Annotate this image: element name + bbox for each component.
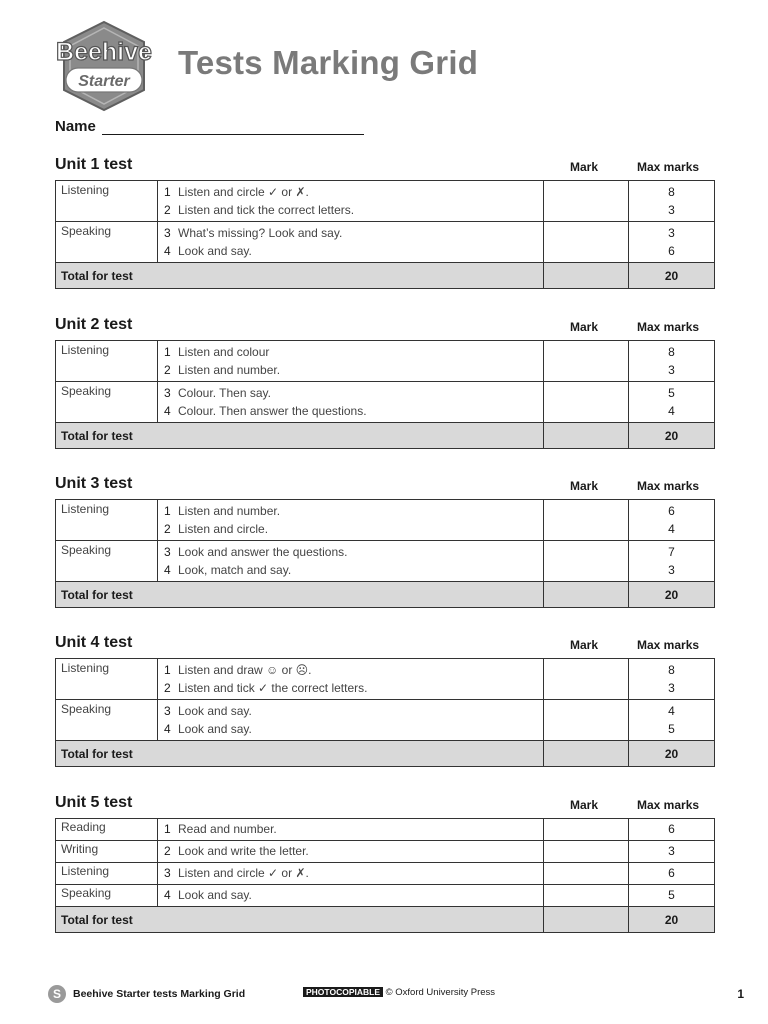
max-marks-cell xyxy=(629,885,715,907)
mark-entry-cell[interactable] xyxy=(544,819,629,841)
max-mark-value: 8 xyxy=(668,663,675,677)
table-row xyxy=(56,341,715,382)
name-label: Name xyxy=(55,118,96,135)
total-label: Total for test xyxy=(56,907,544,933)
max-marks-column-header: Max marks xyxy=(637,479,700,493)
max-mark-value: 8 xyxy=(668,345,675,359)
task-number: 3 xyxy=(164,704,171,718)
skill-cell: Speaking xyxy=(56,222,158,263)
page-title: Tests Marking Grid xyxy=(178,44,479,81)
task-item xyxy=(164,702,543,720)
skill-cell: Listening xyxy=(56,341,158,382)
task-number: 4 xyxy=(164,244,171,258)
task-item xyxy=(164,183,543,201)
max-marks-cell xyxy=(629,841,715,863)
total-row xyxy=(56,423,715,449)
task-number: 3 xyxy=(164,545,171,559)
task-text: Look and say. xyxy=(178,244,252,258)
task-item xyxy=(164,864,543,882)
total-row xyxy=(56,263,715,289)
task-text: Listen and number. xyxy=(178,504,281,518)
task-text: Colour. Then say. xyxy=(178,386,271,400)
footer-document-title: Beehive Starter tests Marking Grid xyxy=(73,988,246,1000)
task-number: 2 xyxy=(164,844,171,858)
task-text: Read and number. xyxy=(178,822,277,836)
tasks-cell xyxy=(158,819,544,841)
total-mark-entry-cell[interactable] xyxy=(544,423,629,449)
beehive-starter-logo xyxy=(36,20,172,112)
task-text: Look and write the letter. xyxy=(178,844,309,858)
max-mark-value: 3 xyxy=(668,203,675,217)
photocopiable-label: PHOTOCOPIABLE xyxy=(303,987,383,997)
skill-cell: Listening xyxy=(56,500,158,541)
task-text: Look, match and say. xyxy=(178,563,292,577)
max-marks-column-header: Max marks xyxy=(637,798,700,812)
table-row xyxy=(56,863,715,885)
marking-table xyxy=(55,340,715,449)
max-marks-cell xyxy=(629,222,715,263)
unit-5-section xyxy=(55,794,714,933)
unit-header xyxy=(55,316,714,340)
task-text: Listen and draw ☺ or ☹. xyxy=(178,663,312,677)
task-number: 4 xyxy=(164,563,171,577)
unit-2-section xyxy=(55,316,714,449)
mark-column-header: Mark xyxy=(570,479,599,493)
mark-column-header: Mark xyxy=(570,320,599,334)
mark-entry-cell[interactable] xyxy=(544,659,629,700)
total-label: Total for test xyxy=(56,263,544,289)
total-mark-entry-cell[interactable] xyxy=(544,907,629,933)
table-row xyxy=(56,659,715,700)
max-marks-cell xyxy=(629,382,715,423)
max-marks-cell xyxy=(629,341,715,382)
task-text: Look and answer the questions. xyxy=(178,545,348,559)
mark-entry-cell[interactable] xyxy=(544,863,629,885)
max-mark-value: 6 xyxy=(668,866,675,880)
marking-table xyxy=(55,818,715,933)
max-mark-value: 3 xyxy=(668,363,675,377)
max-marks-cell xyxy=(629,819,715,841)
max-mark-value: 5 xyxy=(668,722,675,736)
table-row xyxy=(56,541,715,582)
max-mark-value: 4 xyxy=(668,704,675,718)
task-number: 2 xyxy=(164,522,171,536)
total-mark-entry-cell[interactable] xyxy=(544,582,629,608)
tasks-cell xyxy=(158,382,544,423)
task-number: 2 xyxy=(164,203,171,217)
page-footer xyxy=(48,984,748,1006)
task-item xyxy=(164,679,543,697)
task-text: Colour. Then answer the questions. xyxy=(178,404,367,418)
task-number: 1 xyxy=(164,663,171,677)
starter-badge-icon: S xyxy=(48,985,66,1003)
mark-column-header: Mark xyxy=(570,160,599,174)
task-text: Listen and tick ✓ the correct letters. xyxy=(178,681,368,695)
max-mark-value: 3 xyxy=(668,563,675,577)
mark-entry-cell[interactable] xyxy=(544,181,629,222)
name-field-row xyxy=(55,118,364,135)
task-item xyxy=(164,842,543,860)
max-mark-value: 6 xyxy=(668,244,675,258)
total-label: Total for test xyxy=(56,423,544,449)
total-max-marks: 20 xyxy=(629,907,715,933)
tasks-cell xyxy=(158,222,544,263)
tasks-cell xyxy=(158,659,544,700)
task-text: Listen and circle ✓ or ✗. xyxy=(178,866,309,880)
marking-table xyxy=(55,658,715,767)
unit-title: Unit 2 test xyxy=(55,316,133,333)
unit-header xyxy=(55,475,714,499)
task-number: 1 xyxy=(164,504,171,518)
task-number: 3 xyxy=(164,866,171,880)
total-mark-entry-cell[interactable] xyxy=(544,263,629,289)
max-marks-cell xyxy=(629,659,715,700)
max-mark-value: 4 xyxy=(668,404,675,418)
task-item xyxy=(164,224,543,242)
mark-column-header: Mark xyxy=(570,638,599,652)
max-marks-cell xyxy=(629,181,715,222)
task-text: What’s missing? Look and say. xyxy=(178,226,343,240)
tasks-cell xyxy=(158,885,544,907)
task-text: Listen and circle ✓ or ✗. xyxy=(178,185,309,199)
max-mark-value: 7 xyxy=(668,545,675,559)
mark-entry-cell[interactable] xyxy=(544,841,629,863)
total-row xyxy=(56,582,715,608)
task-item xyxy=(164,201,543,219)
task-item xyxy=(164,661,543,679)
mark-column-header: Mark xyxy=(570,798,599,812)
total-label: Total for test xyxy=(56,741,544,767)
table-row xyxy=(56,382,715,423)
tasks-cell xyxy=(158,841,544,863)
skill-cell: Reading xyxy=(56,819,158,841)
mark-entry-cell[interactable] xyxy=(544,341,629,382)
max-mark-value: 3 xyxy=(668,681,675,695)
unit-title: Unit 1 test xyxy=(55,156,133,173)
total-max-marks: 20 xyxy=(629,741,715,767)
tasks-cell xyxy=(158,181,544,222)
unit-3-section xyxy=(55,475,714,608)
unit-title: Unit 4 test xyxy=(55,634,133,651)
task-number: 3 xyxy=(164,386,171,400)
mark-entry-cell[interactable] xyxy=(544,222,629,263)
task-item xyxy=(164,343,543,361)
unit-4-section xyxy=(55,634,714,767)
max-mark-value: 6 xyxy=(668,822,675,836)
table-row xyxy=(56,181,715,222)
task-number: 3 xyxy=(164,226,171,240)
tasks-cell xyxy=(158,863,544,885)
tasks-cell xyxy=(158,541,544,582)
mark-entry-cell[interactable] xyxy=(544,885,629,907)
max-marks-cell xyxy=(629,863,715,885)
total-row xyxy=(56,907,715,933)
mark-entry-cell[interactable] xyxy=(544,382,629,423)
task-number: 1 xyxy=(164,822,171,836)
skill-cell: Speaking xyxy=(56,382,158,423)
mark-entry-cell[interactable] xyxy=(544,700,629,741)
max-mark-value: 4 xyxy=(668,522,675,536)
total-label: Total for test xyxy=(56,582,544,608)
total-max-marks: 20 xyxy=(629,263,715,289)
mark-entry-cell[interactable] xyxy=(544,500,629,541)
task-item xyxy=(164,820,543,838)
unit-1-section xyxy=(55,156,714,289)
task-item xyxy=(164,384,543,402)
skill-cell: Speaking xyxy=(56,885,158,907)
tasks-cell xyxy=(158,500,544,541)
task-number: 1 xyxy=(164,185,171,199)
max-marks-column-header: Max marks xyxy=(637,160,700,174)
page-number: 1 xyxy=(737,987,744,1001)
total-max-marks: 20 xyxy=(629,423,715,449)
total-max-marks: 20 xyxy=(629,582,715,608)
task-item xyxy=(164,242,543,260)
skill-cell: Listening xyxy=(56,659,158,700)
task-item xyxy=(164,886,543,904)
task-text: Look and say. xyxy=(178,704,252,718)
table-row xyxy=(56,819,715,841)
task-number: 2 xyxy=(164,363,171,377)
unit-header xyxy=(55,794,714,818)
unit-header xyxy=(55,156,714,180)
skill-cell: Writing xyxy=(56,841,158,863)
table-row xyxy=(56,222,715,263)
footer-copyright xyxy=(303,987,495,998)
task-item xyxy=(164,561,543,579)
skill-cell: Listening xyxy=(56,863,158,885)
unit-header xyxy=(55,634,714,658)
max-marks-column-header: Max marks xyxy=(637,320,700,334)
marking-table xyxy=(55,180,715,289)
task-item xyxy=(164,361,543,379)
task-item xyxy=(164,402,543,420)
tasks-cell xyxy=(158,341,544,382)
table-row xyxy=(56,841,715,863)
table-row xyxy=(56,500,715,541)
copyright-text: © Oxford University Press xyxy=(385,987,496,998)
task-text: Listen and circle. xyxy=(178,522,269,536)
task-text: Look and say. xyxy=(178,888,252,902)
unit-title: Unit 3 test xyxy=(55,475,133,492)
skill-cell: Speaking xyxy=(56,541,158,582)
task-number: 1 xyxy=(164,345,171,359)
max-mark-value: 5 xyxy=(668,888,675,902)
tasks-cell xyxy=(158,700,544,741)
max-marks-column-header: Max marks xyxy=(637,638,700,652)
max-mark-value: 3 xyxy=(668,226,675,240)
max-marks-cell xyxy=(629,541,715,582)
skill-cell: Speaking xyxy=(56,700,158,741)
skill-cell: Listening xyxy=(56,181,158,222)
logo-line1: Beehive xyxy=(56,38,152,66)
max-marks-cell xyxy=(629,500,715,541)
task-number: 4 xyxy=(164,888,171,902)
name-field[interactable] xyxy=(102,121,364,135)
task-text: Look and say. xyxy=(178,722,252,736)
marking-table xyxy=(55,499,715,608)
table-row xyxy=(56,700,715,741)
task-item xyxy=(164,543,543,561)
max-mark-value: 3 xyxy=(668,844,675,858)
unit-title: Unit 5 test xyxy=(55,794,133,811)
max-marks-cell xyxy=(629,700,715,741)
mark-entry-cell[interactable] xyxy=(544,541,629,582)
task-text: Listen and tick the correct letters. xyxy=(178,203,355,217)
logo-line2: Starter xyxy=(78,73,130,90)
task-text: Listen and number. xyxy=(178,363,281,377)
task-item xyxy=(164,720,543,738)
task-number: 2 xyxy=(164,681,171,695)
max-mark-value: 5 xyxy=(668,386,675,400)
task-number: 4 xyxy=(164,404,171,418)
total-mark-entry-cell[interactable] xyxy=(544,741,629,767)
total-row xyxy=(56,741,715,767)
task-item xyxy=(164,520,543,538)
task-item xyxy=(164,502,543,520)
max-mark-value: 6 xyxy=(668,504,675,518)
task-text: Listen and colour xyxy=(178,345,270,359)
table-row xyxy=(56,885,715,907)
max-mark-value: 8 xyxy=(668,185,675,199)
task-number: 4 xyxy=(164,722,171,736)
